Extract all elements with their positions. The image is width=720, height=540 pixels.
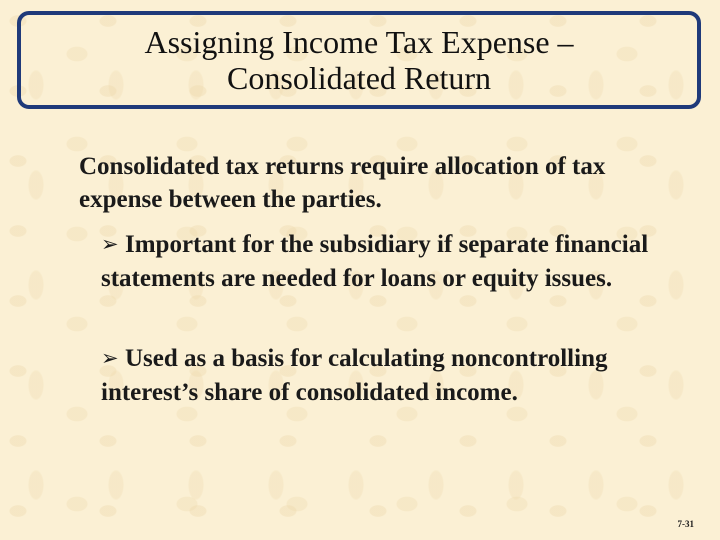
arrow-bullet-icon: ➢ — [101, 232, 119, 256]
slide-number: 7-31 — [677, 519, 694, 529]
main-paragraph: Consolidated tax returns require allocation of tax expense between the parties. — [79, 153, 606, 213]
arrow-bullet-icon: ➢ — [101, 346, 119, 370]
slide-title-line-2: Consolidated Return — [227, 60, 491, 96]
bullet-item-2 — [101, 342, 661, 409]
bullet-text-2: Used as a basis for calculating noncontrolling interest’s share of consolidated income. — [101, 345, 608, 406]
bullet-text-1: Important for the subsidiary if separate financial statements are needed for loans or equity issues. — [101, 231, 649, 292]
title-box — [17, 11, 701, 109]
slide-title-line-1: Assigning Income Tax Expense – — [144, 24, 574, 60]
bullet-item-1 — [101, 228, 661, 295]
